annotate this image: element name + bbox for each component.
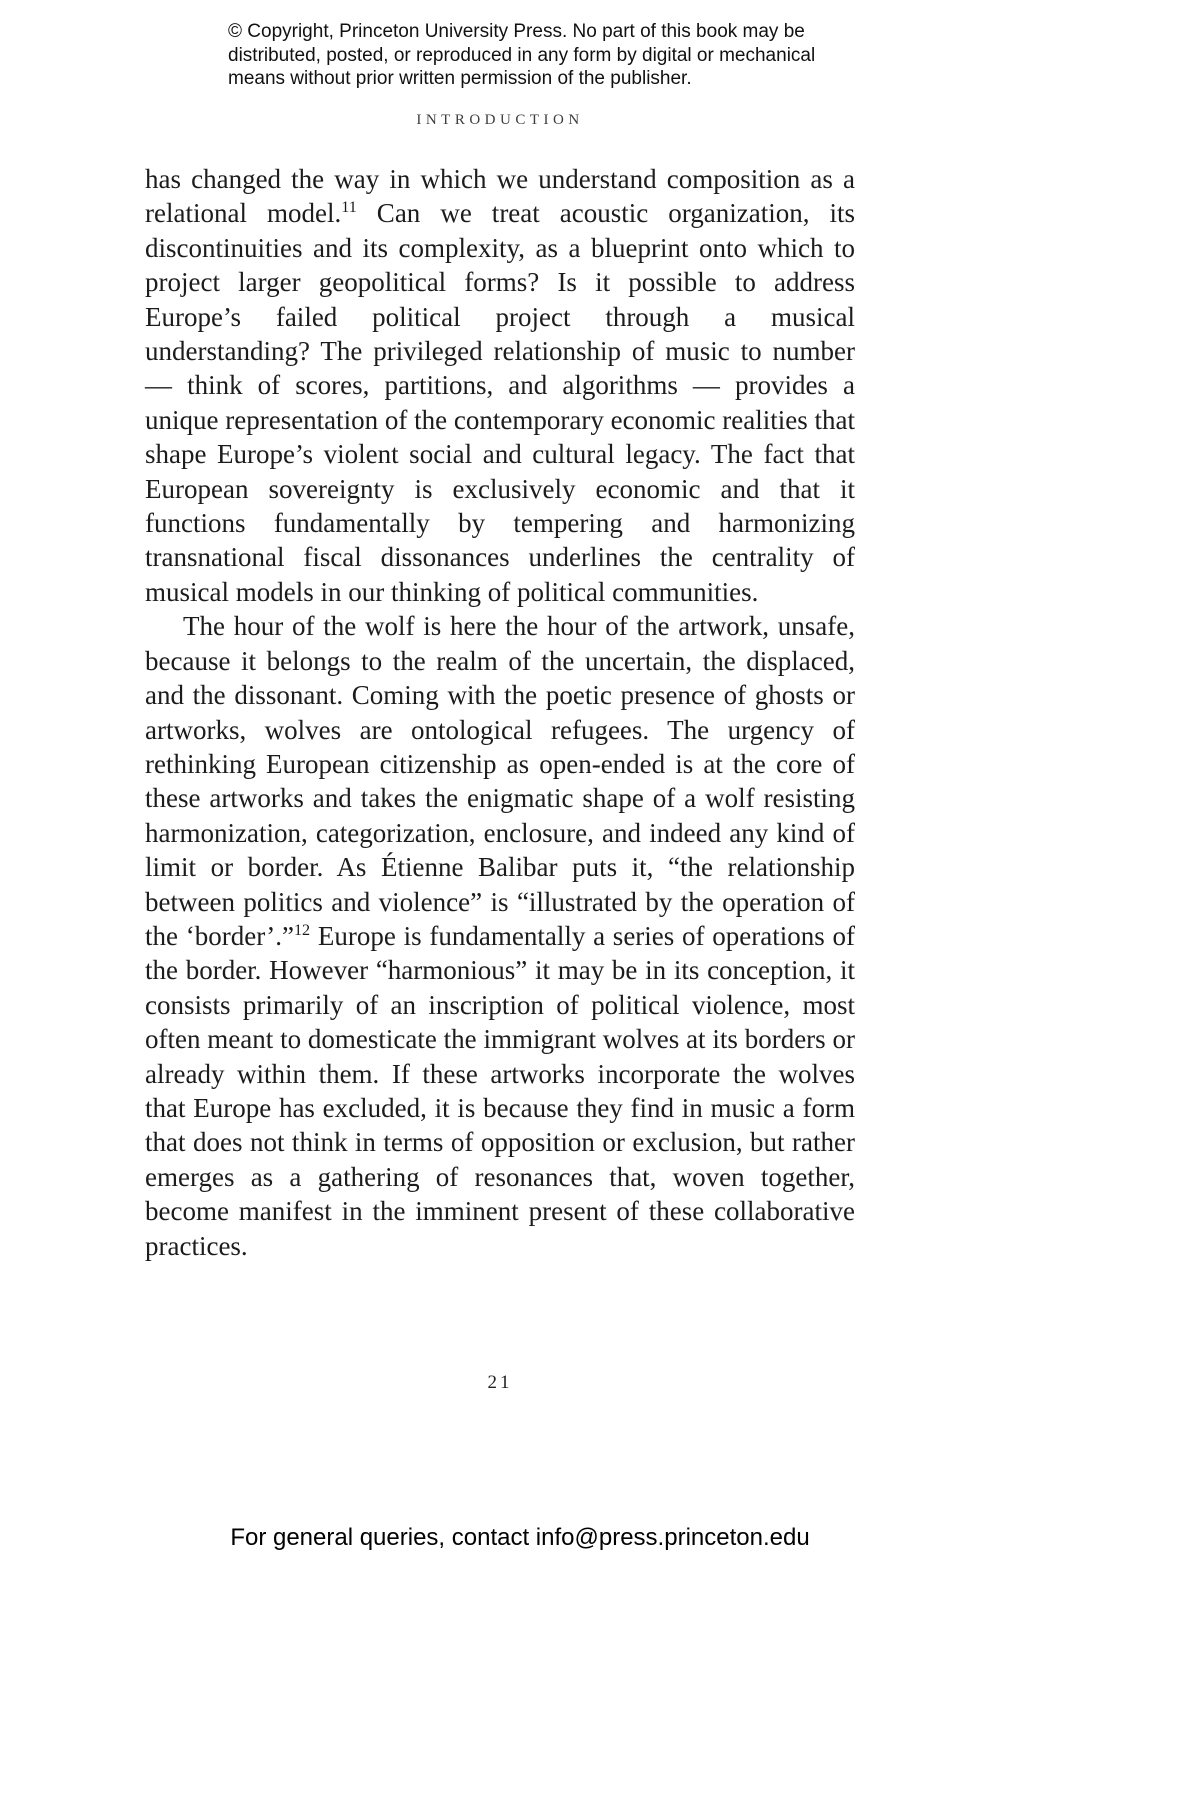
copyright-line: means without prior written permission of the publisher. <box>228 68 692 89</box>
footnote-ref-11: 11 <box>341 198 357 217</box>
page-number: 21 <box>487 1372 513 1393</box>
copyright-line: © Copyright, Princeton University Press. No part of this book may be <box>228 21 805 42</box>
paragraph-2 <box>145 609 855 1263</box>
paragraph-text: Europe is fundamentally a series of operations of the border. However “harmonious” it may be in its conception, it consists primarily of an inscription of political violence, most often meant to domesticate the immigrant wolves at its borders or already within them. If these artworks incorporate the wolves that Europe has excluded, it is because they find in music a form that does not think in terms of opposition or exclusion, but rather emerges as a gathering of resonances that, woven together, become manifest in the imminent present of these collaborative practices. <box>145 920 856 1261</box>
paragraph-1 <box>145 162 855 609</box>
footer-contact: For general queries, contact info@press.princeton.edu <box>230 1524 810 1551</box>
paragraph-text: Can we treat acoustic organization, its discontinuities and its complexity, as a blueprint onto which to project larger geopolitical forms? Is it possible to address Europe’s failed political project through a musical understanding? The privileged relationship of music to number — think of scores, partitions, and algorithms — provides a unique representation of the contemporary economic realities that shape Europe’s violent social and cultural legacy. The fact that European sovereignty is exclusively economic and that it functions fundamentally by tempering and harmonizing transnational fiscal dissonances underlines the centrality of musical models in our thinking of political communities. <box>145 198 855 607</box>
copyright-line: distributed, posted, or reproduced in any form by digital or mechanical <box>228 44 816 66</box>
paragraph-text: has changed the way in which we understand composition as a relational model. <box>145 164 855 229</box>
paragraph-text: The hour of the wolf is here the hour of the artwork, unsafe, because it belongs to the realm of the uncertain, the displaced, and the dissonant. Coming with the poetic presence of ghosts or artworks, wolves are ontological refugees. The urgency of rethinking European citizenship as open-ended is at the core of these artworks and takes the enigmatic shape of a wolf resisting harmonization, categorization, enclosure, and indeed any kind of limit or border. As Étienne Balibar puts it, “the relationship between politics and violence” is “illustrated by the operation of the ‘border’.” <box>145 611 855 951</box>
footnote-ref-12: 12 <box>293 920 311 939</box>
copyright-notice <box>228 20 815 91</box>
running-head: INTRODUCTION <box>416 112 584 128</box>
body-text <box>145 162 855 1263</box>
